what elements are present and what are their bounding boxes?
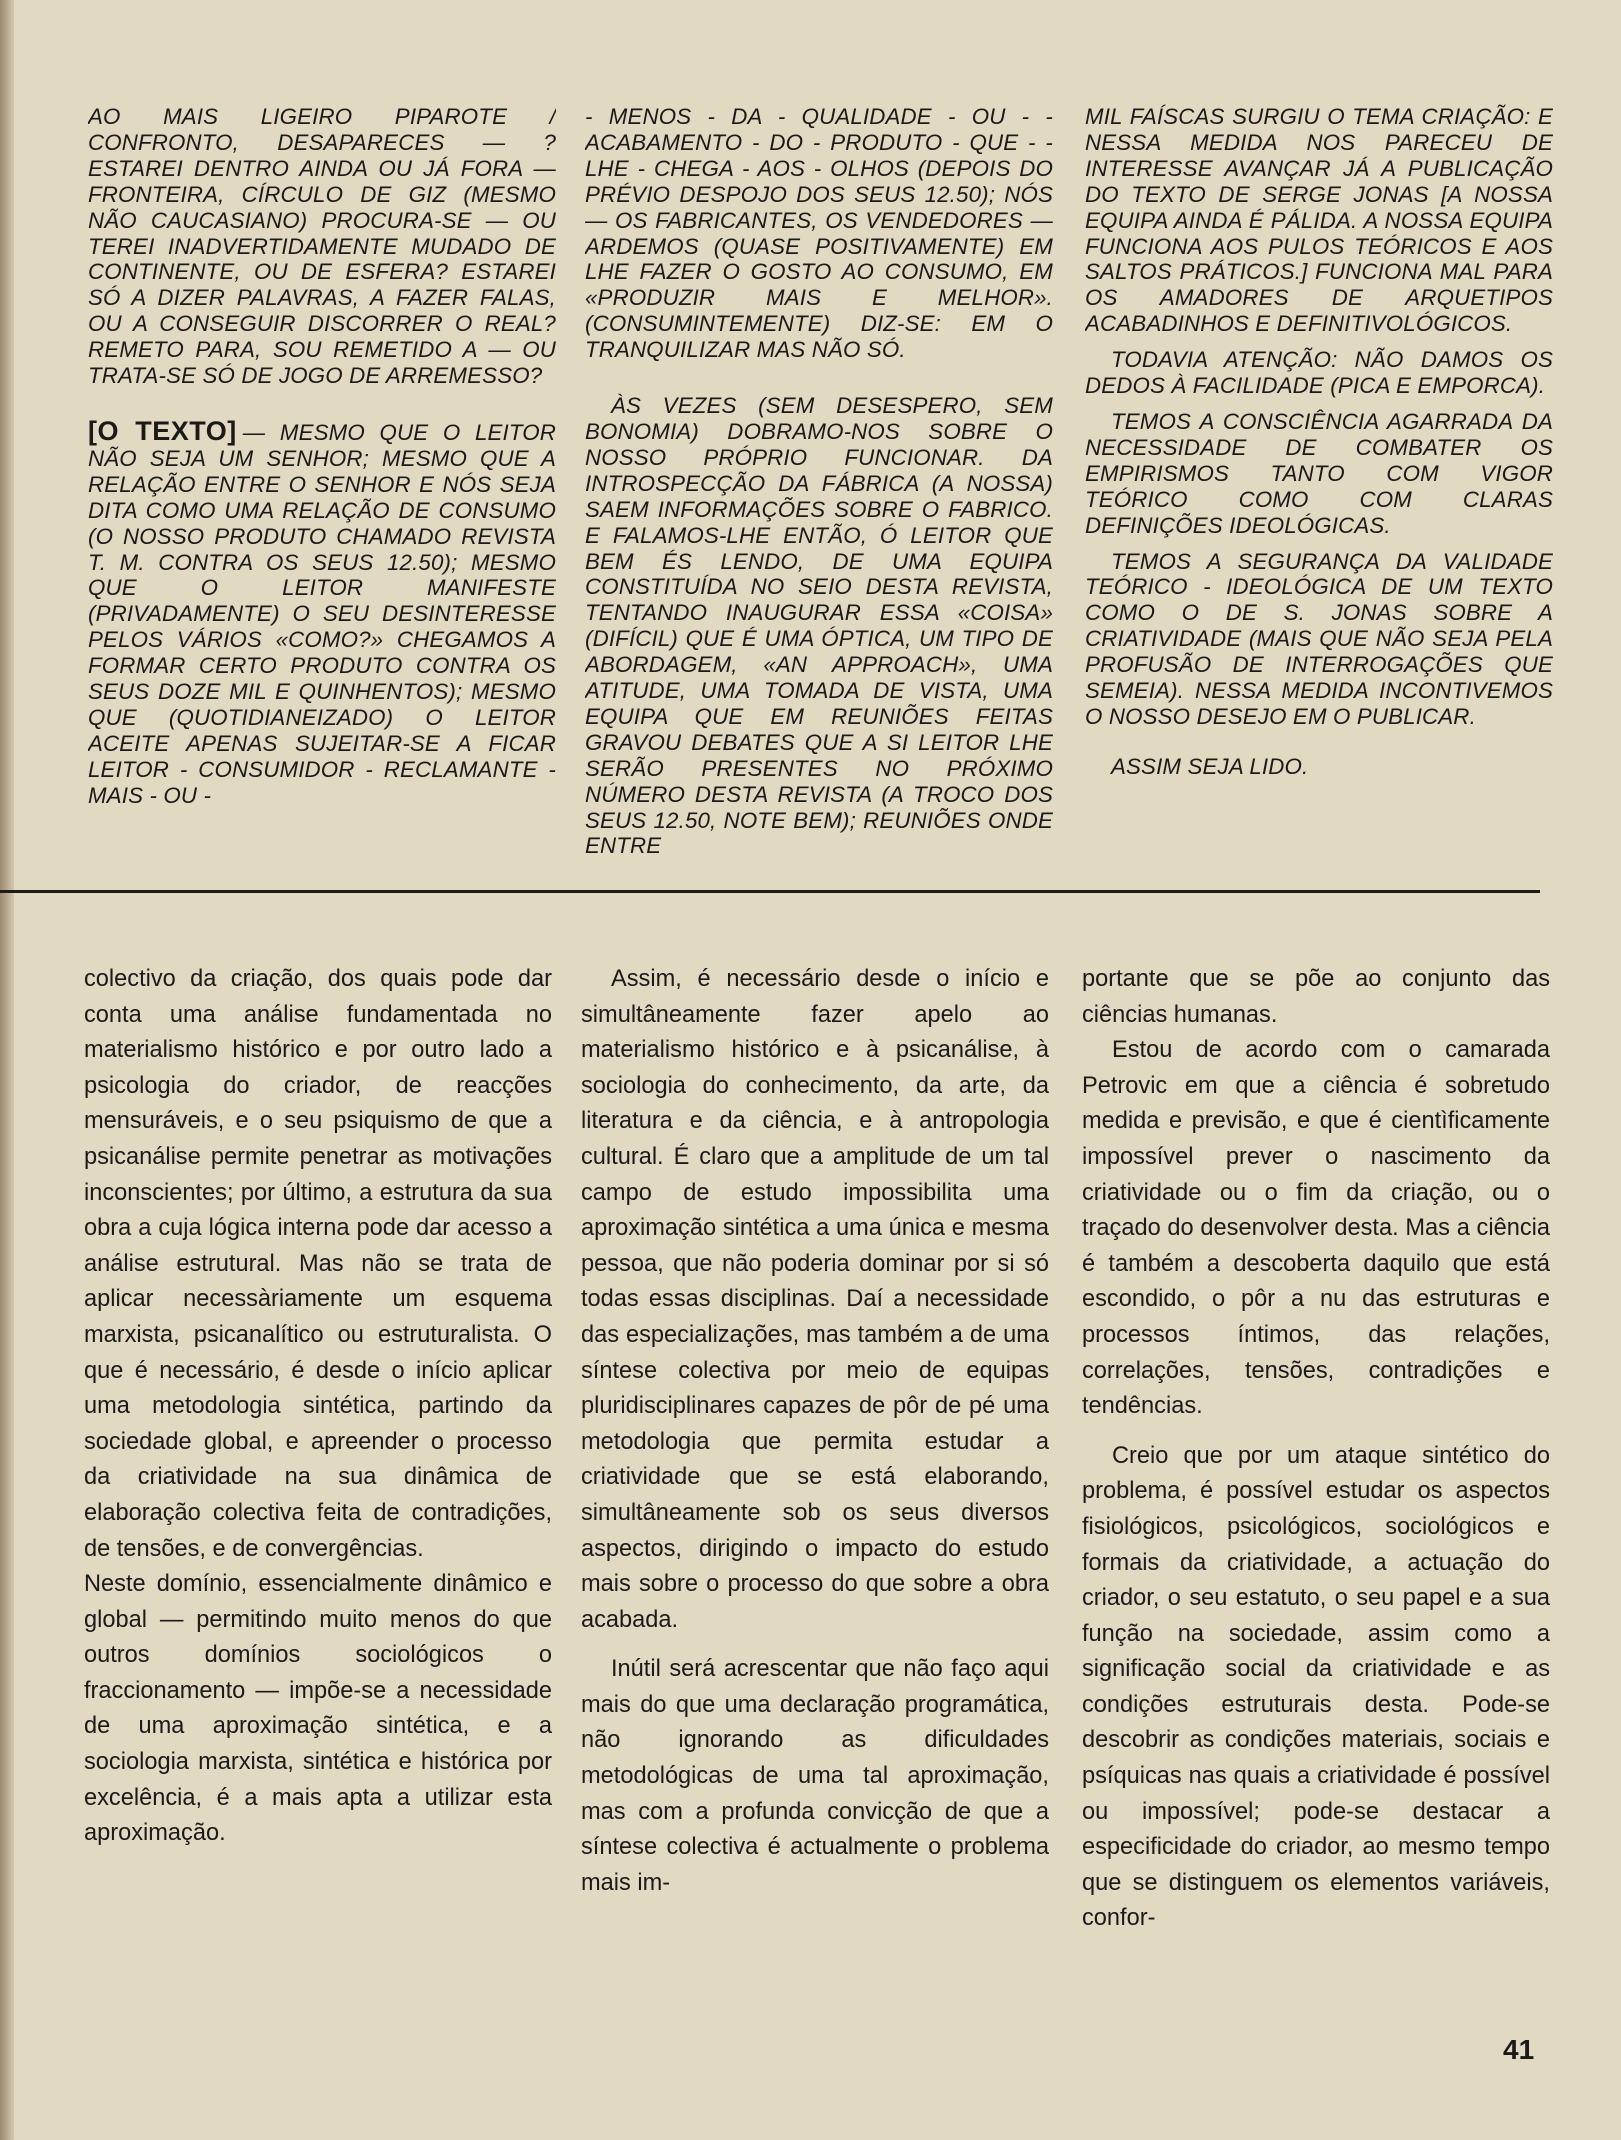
article-paragraph: portante que se põe ao conjunto das ciências humanas.	[1082, 966, 1550, 1028]
intro-paragraph: AO MAIS LIGEIRO PIPAROTE / CONFRONTO, DESAPARECES — ? ESTAREI DENTRO AINDA OU JÁ FORA — FRONTEIRA, CÍRCULO DE GIZ (MESMO NÃO CAUCASIANO) PROCURA-SE — OU TEREI INADVERTIDAMENTE MUDADO DE CONTINENTE, OU DE ESFERA? ESTAREI SÓ A DIZER PALAVRAS, A FAZER FALAS, OU A CONSEGUIR DISCORRER O REAL? REMETO PARA, SOU REMETIDO A — OU TRATA-SE SÓ DE JOGO DE ARREMESSO?	[88, 104, 556, 389]
article-paragraph: Neste domínio, essencialmente dinâmico e global — permitindo muito menos do que outros domínios sociológicos o fraccionamento — impõe-se a necessidade de uma aproximação sintética, e a sociologia marxista, sintética e histórica por excelência, é a mais apta a utilizar esta aproximação.	[84, 1571, 552, 1847]
article-paragraph: Creio que por um ataque sintético do problema, é possível estudar os aspectos fisiológicos, psicológicos, sociológicos e formais da criatividade, a actuação do criador, o seu estatuto, o seu papel e a sua função na sociedade, assim como a significação social da criatividade e as condições estruturais desta. Pode-se descobrir as condições materiais, sociais e psíquicas nas quais a criatividade é possível ou impossível; pode-se destacar a especificidade do criador, ao mesmo tempo que se distinguem os elementos variáveis, confor-	[1082, 1442, 1550, 1932]
article-column-3	[1082, 962, 1550, 1937]
section-lead-label: [O TEXTO]	[88, 415, 237, 446]
article-paragraph: Inútil será acrescentar que não faço aqui mais do que uma declaração programática, não ignorando as dificuldades metodológicas de uma tal aproximação, mas com a profunda convicção de que a síntese colectiva é actualmente o problema mais im-	[581, 1656, 1049, 1896]
intro-column-2	[585, 104, 1053, 859]
intro-paragraph: TEMOS A SEGURANÇA DA VALIDADE TEÓRICO - IDEOLÓGICA DE UM TEXTO COMO O DE S. JONAS SOBRE A CRIATIVIDADE (MAIS QUE NÃO SEJA PELA PROFUSÃO DE INTERROGAÇÕES QUE SEMEIA). NESSA MEDIDA INCONTIVEMOS O NOSSO DESEJO EM O PUBLICAR.	[1085, 548, 1553, 729]
intro-paragraph: TODAVIA ATENÇÃO: NÃO DAMOS OS DEDOS À FACILIDADE (PICA E EMPORCA).	[1085, 347, 1553, 399]
intro-paragraph: ÀS VEZES (SEM DESESPERO, SEM BONOMIA) DOBRAMO-NOS SOBRE O NOSSO PRÓPRIO FUNCIONAR. DA INTROSPECÇÃO DA FÁBRICA (A NOSSA) SAEM INFORMAÇÕES SOBRE O FABRICO. E FALAMOS-LHE ENTÃO, Ó LEITOR QUE BEM ÉS LENDO, DE UMA EQUIPA CONSTITUÍDA NO SEIO DESTA REVISTA, TENTANDO INAUGURAR ESSA «COISA» (DIFÍCIL) QUE É UMA ÓPTICA, UM TIPO DE ABORDAGEM, «AN APPROACH», UMA ATITUDE, UMA TOMADA DE VISTA, UMA EQUIPA QUE EM REUNIÕES FEITAS GRAVOU DEBATES QUE A SI LEITOR LHE SERÃO PRESENTES NO PRÓXIMO NÚMERO DESTA REVISTA (A TROCO DOS SEUS 12.50, NOTE BEM); REUNIÕES ONDE ENTRE	[585, 393, 1053, 859]
intro-column-1	[88, 104, 556, 809]
page-number: 41	[1503, 2034, 1535, 2065]
intro-paragraph: - MENOS - DA - QUALIDADE - OU - - ACABAMENTO - DO - PRODUTO - QUE - - LHE - CHEGA - AOS - OLHOS (DEPOIS DO PRÉVIO DESPOJO DOS SEUS 12.50); NÓS — OS FABRICANTES, OS VENDEDORES — ARDEMOS (QUASE POSITIVAMENTE) EM LHE FAZER O GOSTO AO CONSUMO, EM «PRODUZIR MAIS E MELHOR». (CONSUMINTEMENTE) DIZ-SE: EM O TRANQUILIZAR MAS NÃO SÓ.	[585, 104, 1053, 363]
article-paragraph: Estou de acordo com o camarada Petrovic em que a ciência é sobretudo medida e previsão, e que é cientìficamente impossível prever o nascimento da criatividade ou o fim da criação, ou o traçado do desenvolver desta. Mas a ciência é também a descoberta daquilo que está escondido, o pôr a nu das estruturas e processos íntimos, das relações, correlações, tensões, contradições e tendências.	[1082, 1037, 1550, 1420]
article-column-2	[581, 962, 1049, 1901]
intro-paragraph-text: — MESMO QUE O LEITOR NÃO SEJA UM SENHOR; MESMO QUE A RELAÇÃO ENTRE O SENHOR E NÓS SEJA DITA COMO UMA RELAÇÃO DE CONSUMO (O NOSSO PRODUTO CHAMADO REVISTA T. M. CONTRA OS SEUS 12.50); MESMO QUE O LEITOR MANIFESTE (PRIVADAMENTE) O SEU DESINTERESSE PELOS VÁRIOS «COMO?» CHEGAMOS A FORMAR CERTO PRODUTO CONTRA OS SEUS DOZE MIL E QUINHENTOS); MESMO QUE (QUOTIDIANEIZADO) O LEITOR ACEITE APENAS SUJEITAR-SE A FICAR LEITOR - CONSUMIDOR - RECLAMANTE - MAIS - OU -	[88, 419, 556, 808]
page-binding-edge	[0, 0, 14, 2140]
intro-paragraph: TEMOS A CONSCIÊNCIA AGARRADA DA NECESSIDADE DE COMBATER OS EMPIRISMOS TANTO COM VIGOR TEÓRICO COMO COM CLARAS DEFINIÇÕES IDEOLÓGICAS.	[1085, 408, 1553, 538]
article-paragraph: Assim, é necessário desde o início e simultâneamente fazer apelo ao materialismo histórico e à psicanálise, à sociologia do conhecimento, da arte, da literatura e da ciência, e à antropologia cultural. É claro que a amplitude de um tal campo de estudo impossibilita uma aproximação sintética a uma única e mesma pessoa, que não poderia dominar por si só todas essas disciplinas. Daí a necessidade das especializações, mas também a de uma síntese colectiva por meio de equipas pluridisciplinares capazes de pôr de pé uma metodologia que permita estudar a criatividade que se está elaborando, simultâneamente sob os seus diversos aspectos, dirigindo o impacto do estudo mais sobre o processo do que sobre a obra acabada.	[581, 966, 1049, 1633]
intro-signoff: ASSIM SEJA LIDO.	[1111, 753, 1309, 779]
intro-paragraph: MIL FAÍSCAS SURGIU O TEMA CRIAÇÃO: E NESSA MEDIDA NOS PARECEU DE INTERESSE AVANÇAR JÁ A PUBLICAÇÃO DO TEXTO DE SERGE JONAS [A NOSSA EQUIPA AINDA É PÁLIDA. A NOSSA EQUIPA FUNCIONA AOS PULOS TEÓRICOS E AOS SALTOS PRÁTICOS.] FUNCIONA MAL PARA OS AMADORES DE ARQUETIPOS ACABADINHOS E DEFINITIVOLÓGICOS.	[1085, 104, 1553, 337]
intro-paragraph	[88, 415, 556, 809]
intro-column-3	[1085, 104, 1553, 780]
article-column-1	[84, 962, 552, 1852]
section-divider	[0, 890, 1540, 893]
article-paragraph: colectivo da criação, dos quais pode dar conta uma análise fundamentada no materialismo histórico e por outro lado a psicologia do criador, de reacções mensuráveis, e o seu psiquismo de que a psicanálise permite penetrar as motivações inconscientes; por último, a estrutura da sua obra a cuja lógica interna pode dar acesso a análise estrutural. Mas não se trata de aplicar necessàriamente um esquema marxista, psicanalítico ou estruturalista. O que é necessário, é desde o início aplicar uma metodologia sintética, partindo da sociedade global, e apreender o processo da criatividade na sua dinâmica de elaboração colectiva feita de contradições, de tensões, e de convergências.	[84, 966, 552, 1562]
